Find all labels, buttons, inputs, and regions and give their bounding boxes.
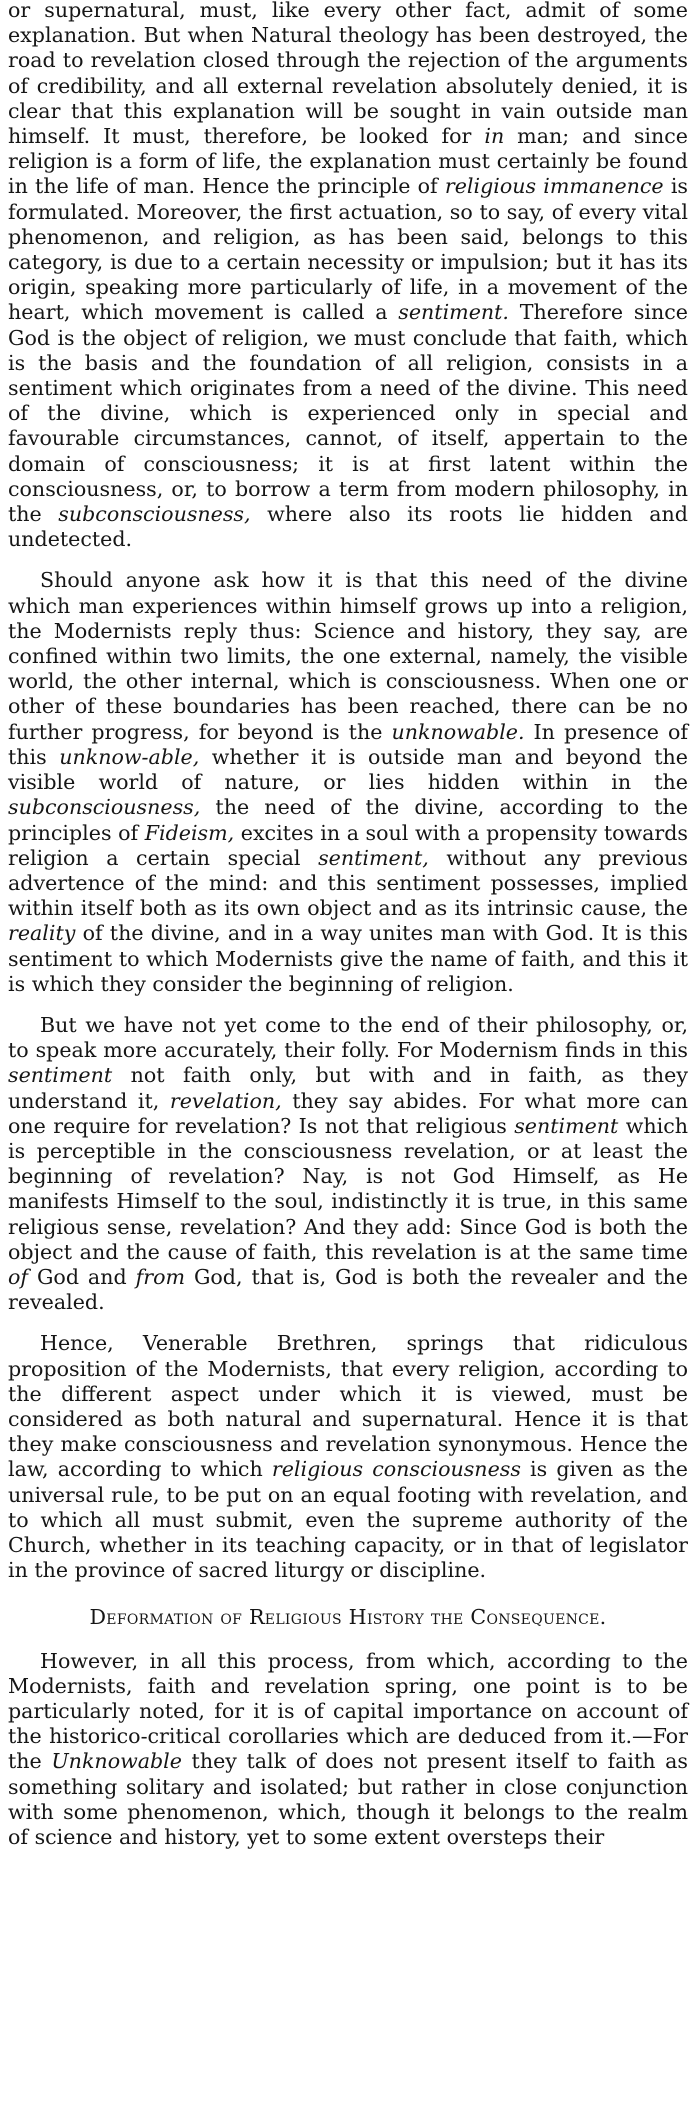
text-run: not faith only, but with and in faith, as they understand it, (8, 1063, 688, 1113)
italic-text: sentiment (8, 1063, 113, 1088)
text-run: whether it is outside man and beyond the visible world of nature, or lies hidden within in the (8, 744, 688, 795)
text-run: where also its roots lie hidden and undetected. (8, 502, 688, 552)
text-run: excites in a soul with a propensity towards religion a certain special (8, 820, 688, 870)
italic-text: unknowable. (391, 719, 525, 744)
italic-text: Fideism, (144, 820, 235, 845)
text-run: Therefore since God is the object of religion, we must conclude that faith, which is the basis and the foundation of all religion, consists in a sentiment which originates from a need of the divine. This need of the divine, which is experienced only in special and favourable circumstances, cannot, of itself, appertain to the domain of consciousness; it is at first latent within the consciousness, or, to borrow a term from modern philosophy, in the (8, 300, 688, 527)
italic-text: sentiment (514, 1113, 619, 1138)
text-run: without any previous advertence of the mind: and this sentiment possesses, implied within itself both as its own object and as its intrinsic cause, the (8, 845, 688, 921)
text-run: they say abides. For what more can one require for revelation? Is not that religious (8, 1088, 689, 1138)
italic-text: religious consciousness (271, 1457, 521, 1482)
italic-text: subconsciousness, (58, 502, 251, 527)
text-run: the need of the divine, according to the principles of (8, 795, 688, 845)
text-run: they talk of does not present itself to faith as something solitary and isolated; but rather in close conjunction with some phenomenon, which, though it belongs to the realm of science and history, yet to some extent oversteps their (8, 1749, 688, 1850)
text-run: is given as the universal rule, to be put on an equal footing with revelation, and to which all must submit, even the supreme authority of the Church, whether in its teaching capacity, or in that of legislator in the province of sacred liturgy or discipline. (8, 1457, 688, 1583)
italic-text: from (135, 1264, 186, 1289)
italic-text: of (8, 1264, 29, 1289)
italic-text: unknow-able, (59, 744, 200, 769)
document-page (8, 0, 688, 1866)
text-run: is formulated. Moreover, the first actuation, so to say, of every vital phenomenon, and religion, as has been said, belongs to this category, is due to a certain necessity or impulsion; but it has its origin, speaking more particularly of life, in a movement of the heart, which movement is called a (8, 174, 688, 325)
text-run: of the divine, and in a way unites man with God. It is this sentiment to which Modernists give the name of faith, and this it is which they consider the beginning of religion. (8, 921, 688, 996)
italic-text: sentiment, (318, 845, 429, 870)
paragraph-revelation (8, 1013, 688, 1315)
paragraph-immanence (8, 0, 688, 552)
text-run: God and (28, 1264, 136, 1289)
italic-text: reality (8, 921, 76, 946)
paragraph-consciousness-rule (8, 1331, 688, 1583)
text-run: or supernatural, must, like every other fact, admit of some explanation. But when Natural theology has been destroyed, the road to revelation closed through the rejection of the arguments of credibility, and all external revelation absolutely denied, it is clear that this explanation will be sought in vain outside man himself. It must, therefore, be looked for (8, 0, 688, 149)
text-run: Hence, Venerable Brethren, springs that ridiculous proposition of the Modernists, that every religion, according to the different aspect under which it is viewed, must be considered as both natural and supernatural. Hence it is that they make consciousness and revelation synonymous. Hence the law, according to which (8, 1331, 688, 1482)
text-run: which is perceptible in the consciousness revelation, or at least the beginning of revelation? Nay, is not God Himself, as He manifests Himself to the soul, indistinctly it is true, in this same religious sense, revelation? And they add: Since God is both the object and the cause of faith, this revelation is at the same time (8, 1113, 688, 1264)
text-run: man; and since religion is a form of life, the explanation must certainly be found in the life of man. Hence the principle of (8, 124, 688, 199)
italic-text: religious immanence (444, 174, 664, 199)
italic-text: sentiment. (398, 300, 509, 325)
italic-text: in (484, 124, 505, 149)
text-run: However, in all this process, from which, according to the Modernists, faith and revelation spring, one point is to be particularly noted, for it is of capital importance on account of the historico-critical corollaries which are deduced from it.—For the (8, 1648, 688, 1774)
section-heading: Deformation of Religious History the Consequence. (89, 1605, 607, 1630)
text-run: Should anyone ask how it is that this need of the divine which man experiences within himself grows up into a religion, the Modernists reply thus: Science and history, they say, are confined within two limits, the one external, namely, the visible world, the other internal, which is consciousness. When one or other of these boundaries has been reached, there can be no further progress, for beyond is the (8, 568, 688, 744)
text-run: God, that is, God is both the revealer and the revealed. (8, 1264, 688, 1315)
text-run: In presence of this (8, 719, 688, 769)
text-run: But we have not yet come to the end of their philosophy, or, to speak more accurately, their folly. For Modernism finds in this (8, 1012, 688, 1063)
paragraph-need-of-divine (8, 568, 688, 996)
italic-text: subconsciousness, (8, 795, 201, 820)
italic-text: revelation, (169, 1088, 282, 1113)
paragraph-historico-critical (8, 1649, 688, 1851)
italic-text: Unknowable (51, 1749, 182, 1774)
